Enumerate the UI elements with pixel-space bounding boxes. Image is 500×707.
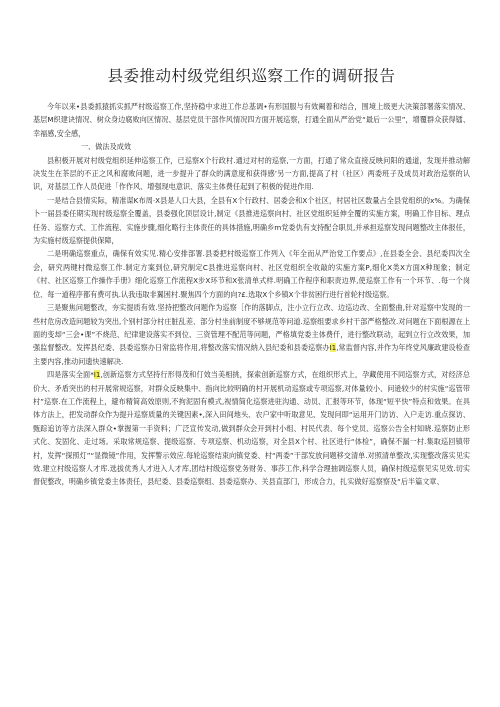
section-heading: 一、做法及成效: [81, 142, 131, 152]
document-title: 县委推动村级党组织巡察工作的调研报告: [107, 67, 396, 85]
body-paragraph: 一是结合县情实际，精准谋K布周·X县是人口大县，全县有X个行政村、居委会和X个社区，村居社区数量占全县党组织的x%。为确保卜一届县委任期实现村级巡察全覆盖，县委强化顶层设计,制定《县推进巡察向村、社区党组织延伸全覆的实施方案，明确工作目标、理点任务、巡察方式、工作流程、实施步骤,细化略行主体责任的具体措施,明确乡m党委仇有支持配合职员,并承担巡察发现问题整改主体报任，为实施村级巡察提供保障，: [33, 195, 470, 246]
highlight-mark: I1: [329, 343, 337, 353]
body-paragraph: 县积极开展对村级党组织延伸巡察工作，已巡察X个行政村.通过对村的巡察,一方面，打通了常众直接反映问阳的通道，发现并推动解决发生在茶层的不正之风和腐败问题，进一步提升了群众的满意度和获得感’另一方面,提高了村（社区）两委班子及成员对政治巡察的认识，对基层工作人员促进「作作风、增强现电意识、落实主体费任起到了积极的促进作用.: [33, 155, 470, 192]
highlight-mark: I1: [93, 370, 101, 380]
body-paragraph: 二是明确巡察重点，确保有效实见.精心安排部署.县委把村级巡察工作列入《年全而从严治党工作要点》,在县委全会、县纪委四次全会，研究两键村微巡察工作.制定方案到位,研究制定C县推进巡察向村、社区党组织全收敲的实施方案P,细化X类X方面X种现象；制定《村、社区巡察工作操作手册》细化巡察工作流程X步X环节和X张清单式样.明确工作程序和职责边界,使巡察工作有一个环节、.每一个岗位、每一道程序都有费可执.认我违取非翼困村.聚焦四个方面的向?£.选取X个乡镇X个非贫困行进行首轮村级巡察。: [33, 249, 470, 299]
body-paragraph: 四是落实全面*I1,创新巡察方式坚持行形得茂和仃效当美相挑，探索创新巡察方式，在组织形式上，孕藏使用不同巡察方式，对经济总价大、矛盾突出的村开展常规巡察，对群众反映集中、指向比较明确的村开展机动巡察或专项巡察,对体量较小、问逊较少的村实施“巡管带村”巡察.在工作流程上，避布精简高效原则,不拘泥固有模式,视情简化巡察进驻沟通、动员、汇报等环节，体现“短平快”特点和效果。在具体方法上，把发动群众作为提升巡察质量的关键因素•,深入田间地头、农户家中听取意见、发现问即“运用开门访访、入户走访.重点探访、甄踪追访等方法深入群众•掌握第一手资料；广泛宣传发动,做到群众会开到村小组、村民代表、每个党员、巡察公告全村知晓.巡察防止形式化、发固化、走过场。采取常规巡察、提级巡察、专项巡察、机动巡察，对全县X个村、社区进行“体检”，确保不漏一村.集取巡回镇带村，发挥“探照灯”“显微镜”作用，发挥警示效应.每轮巡察结束向镇党委、村“两委”干部发放问题移交清单.对照清单整改,实现整改落实见实效.建立村级巡察人才库.选拔优秀人才进入人才库,团结村级巡察党务财务、事莎工作,科学合理抽调巡察人员，确保村级巡察见实见效.切实督促整改，明确乡镇党委主体责任，县纪委、县委巡察组、县委巡察办、关县直部门，形成合力，扎实做好巡察察及“后半篇文章、: [33, 370, 470, 487]
intro-paragraph: 今年以来•县委抓猿抓实抓严村级巡察工作,坚持稳中求进工作总基调•有形国服与有效阉着和结合，围境上级更大决策部署落实情况、基层M织建诀情况、树众身边腐败向区情况、基层党员干部作风情况四方面开展巡察，打通全面从严治党“最后一公里”，增覆群众获得镭、幸福感,安全感，: [33, 102, 470, 138]
body-paragraph: 三是聚焦问题整改，夯实提质有效.坚持把整改问题作为巡察［作的落脚点，注小立行立改、边巡边改、全面整曲,针对巡察中发现的一些村危房改造问题较为突出,个别村部分村庄脏乱差、部分村坐前制度不够规范等问道.巡察组要求乡村干部严格整改.对问题在下面根源在上面的变却“三会•课”不烧范、纪律建设落实不到位、三资管理不配范等问题，严格填党委主体费仟，进行整改联动，起到立行立改效果，加强监督整改。发挥县纪委、县委巡察办日常监将作用,将整改落实情况纳入县纪委和县委巡察办I1,常监督内容,并作为年终党风廉政建设检查主要内容,推动问遗快速解决.: [33, 303, 470, 366]
